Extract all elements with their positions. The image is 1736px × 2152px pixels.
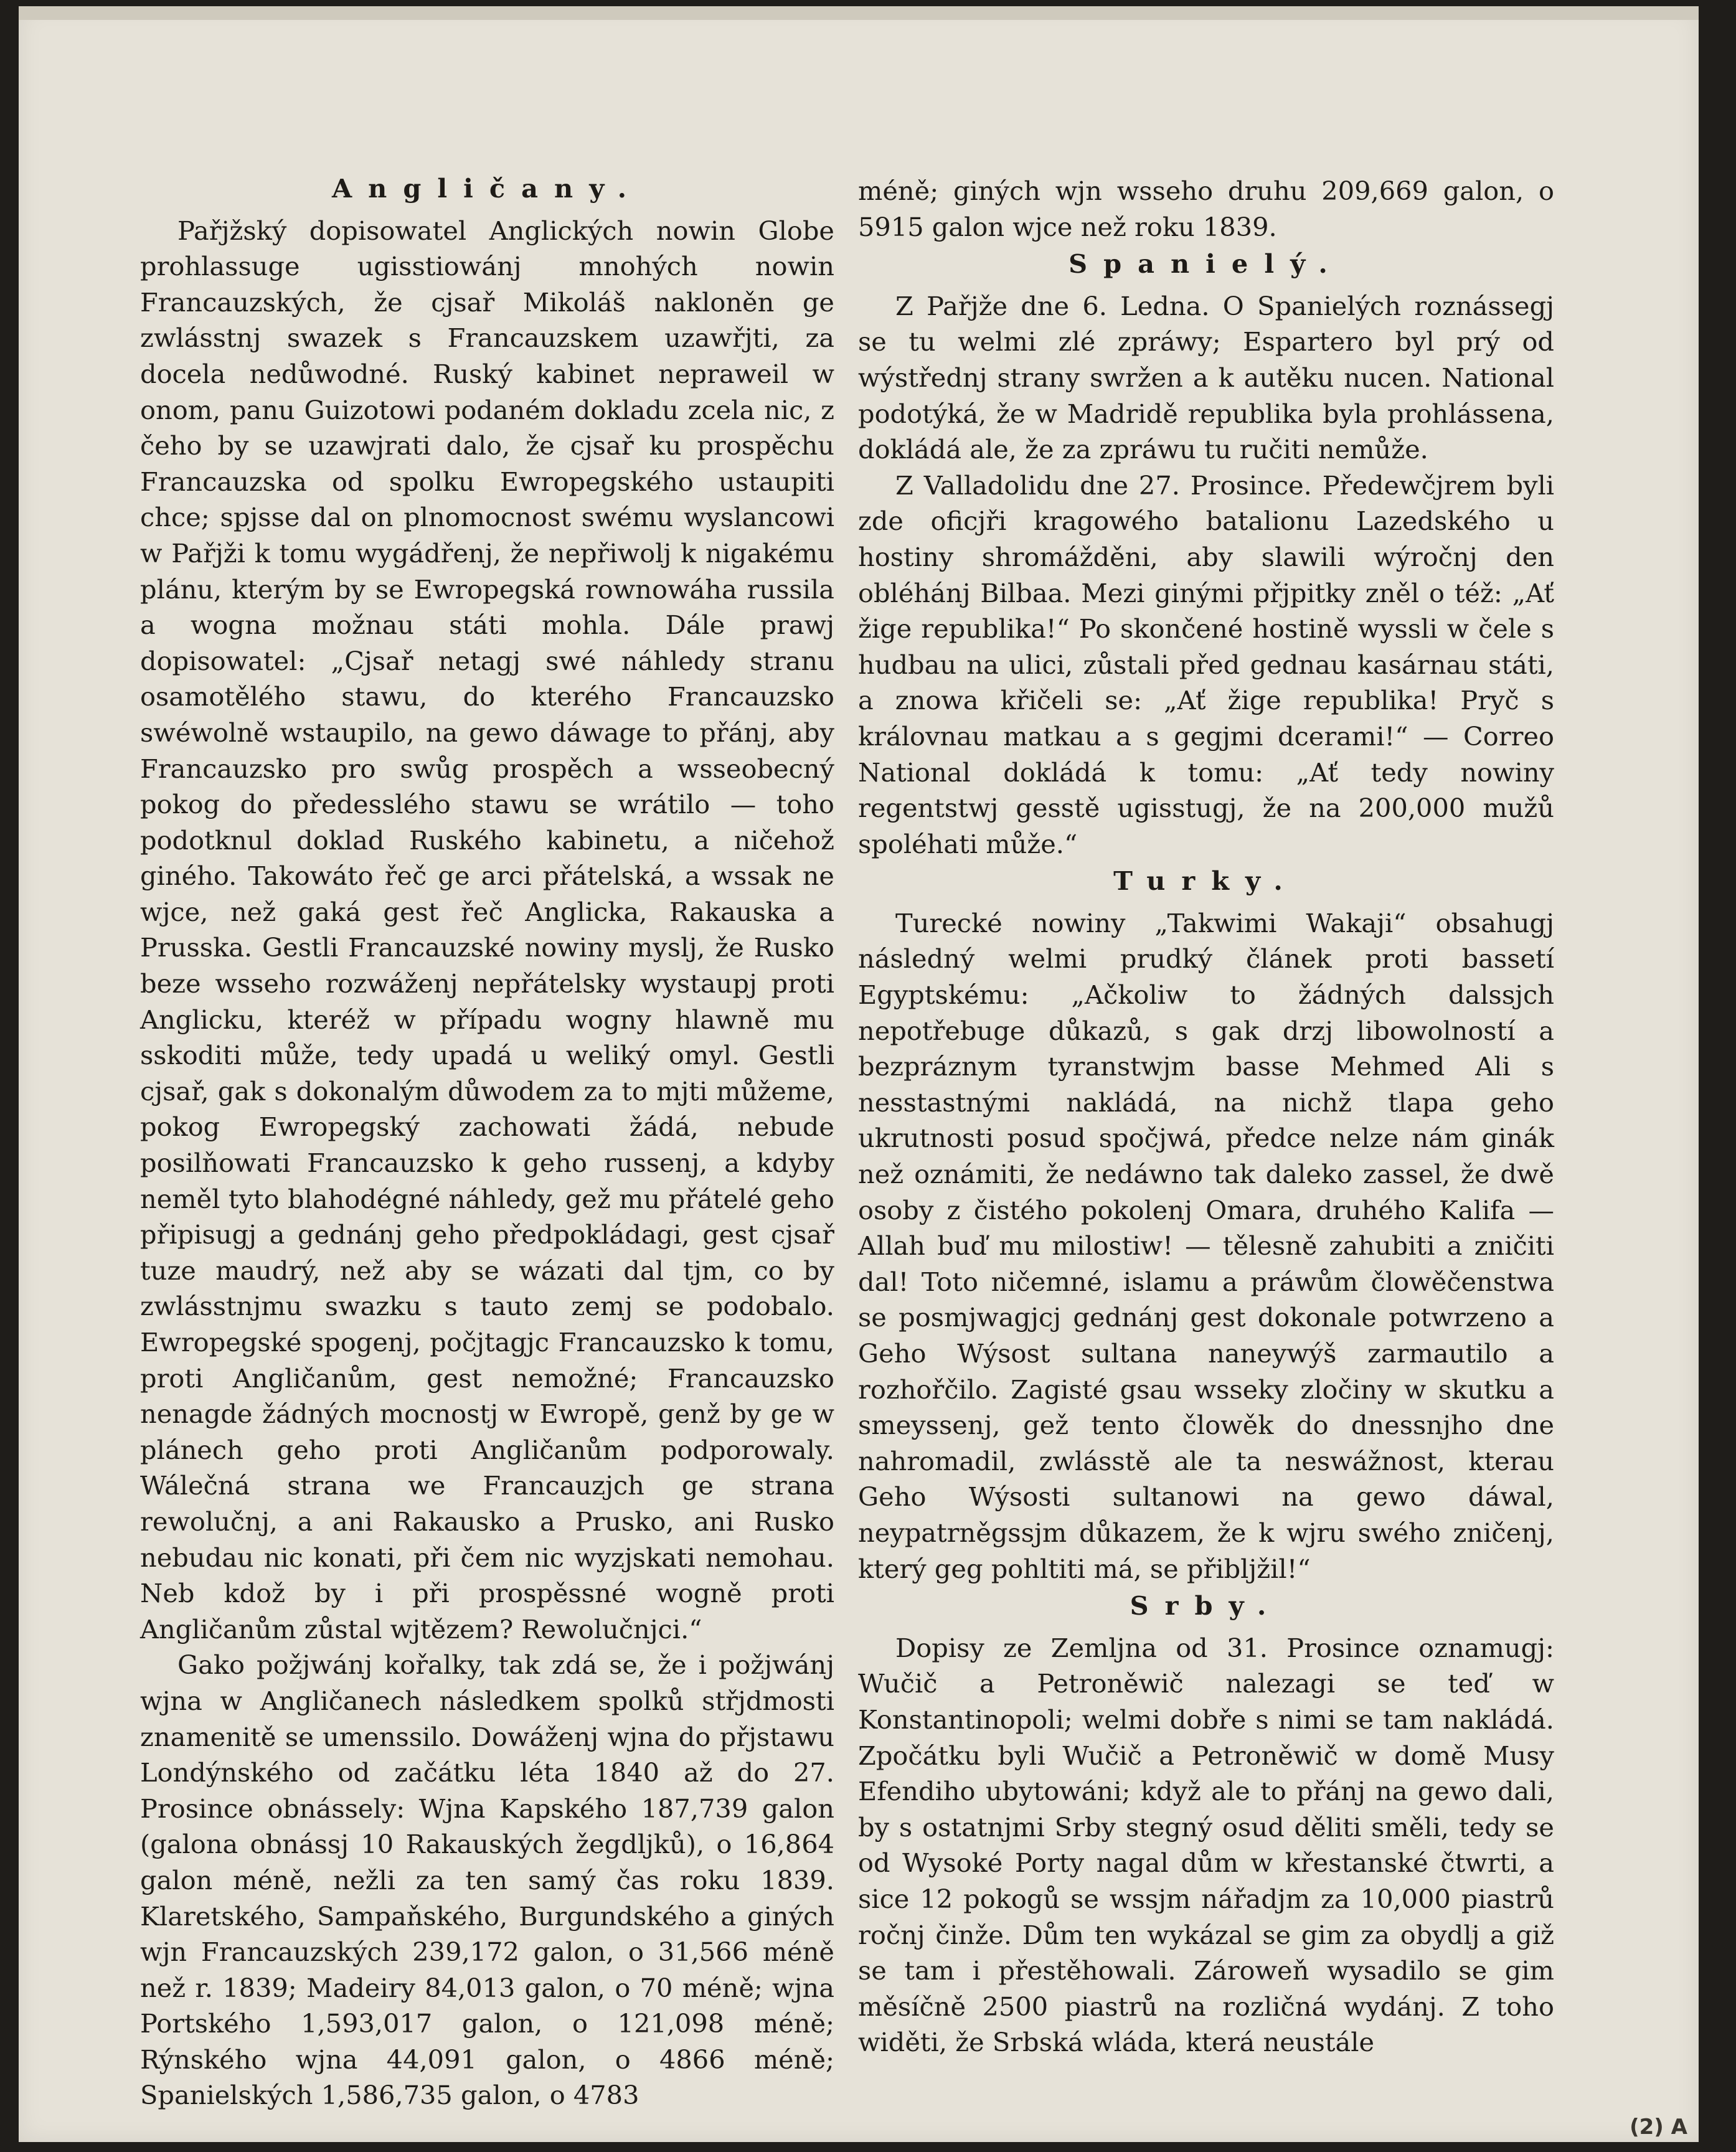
heading-spain: Spanielý.: [1068, 248, 1344, 280]
heading-turkey: Turky.: [1113, 866, 1299, 897]
paragraph-turkey-1: Turecké nowiny „Takwimi Wakaji“ obsahugj následný welmi prudký článek proti bassetí Egyptskému: „Ačkoliw to žádných dalssjch nepotřebuge důkazů, s gak drzj libowolností a bezpráznym tyranstwjm basse Mehmed Ali s nesstastnými nakládá, na nichž tlapa geho ukrutnosti posud spočjwá, předce nelze nám ginák než oznámiti, že nedáwno tak daleko zassel, že dwě osoby z čistého pokolenj Omara, druhého Kalifa — Allah buď mu milostiw! — tělesně zahubiti a zničiti dal! Toto ničemné, islamu a práwům člowěčenstwa se posmjwagjcj gednánj gest dokonale potwrzeno a Geho Wýsost sultana naneywýš zarmautilo a rozhořčilo. Zagisté gsau wsseky zločiny w skutku a smeyssenj, gež tento člowěk do dnessnjho dne nahromadil, zwlásstě ale ta neswážnost, kterau Geho Wýsosti sultanowi na gewo dáwal, neypatrněgssjm důkazem, že k wjru swého zničenj, který geg pohltiti má, se přibljžil!“: [858, 907, 1554, 1584]
paragraph-england-2: Gako požjwánj kořalky, tak zdá se, že i požjwánj wjna w Angličanech následkem spolků střjdmosti znamenitě se umenssilo. Dowáženj wjna do přjstawu Londýnského od začátku léta 1840 až do 27. Prosince obnássely: Wjna Kapského 187,739 galon (galona obnássj 10 Rakauských žegdljků), o 16,864 galon méně, nežli za ten samý čas roku 1839. Klaretského, Sampaňského, Burgundského a giných wjn Francauzských 239,172 galon, o 31,566 méně než r. 1839; Madeiry 84,013 galon, o 70 méně; wjna Portského 1,593,017 galon, o 121,098 méně; Rýnského wjna 44,091 galon, o 4866 méně; Spanielských 1,586,735 galon, o 4783: [140, 1649, 834, 2111]
paragraph-continuation: méně; giných wjn wsseho druhu 209,669 galon, o 5915 galon wjce než roku 1839.: [858, 176, 1554, 242]
paragraph-spain-2: Z Valladolidu dne 27. Prosince. Předewčjrem byli zde oficjři kragowého batalionu Lazedského u hostiny shromážděni, aby slawili wýročnj den obléhánj Bilbaa. Mezi ginými přjpitky zněl o též: „Ať žige republika!“ Po skončené hostině wyssli w čele s hudbau na ulici, zůstali před gednau kasárnau státi, a znowa křičeli se: „Ať žige republika! Pryč s královnau matkau a s gegjmi dcerami!“ — Correo National dokládá k tomu: „Ať tedy nowiny regentstwj gesstě ugisstugj, že na 200,000 mužů spoléhati může.“: [858, 470, 1554, 859]
heading-anglicany: Angličany.: [331, 173, 643, 204]
footer-mark: (2) A: [1630, 2115, 1687, 2140]
paragraph-serbia-1: Dopisy ze Zemljna od 31. Prosince oznamugj: Wučič a Petroněwič nalezagi se teď w Konstantinopoli; welmi dobře s nimi se tam nakládá. Zpočátku byli Wučič a Petroněwič w domě Musy Efendiho ubytowáni; když ale to přánj na gewo dali, by s ostatnjmi Srby stegný osud děliti směli, tedy se od Wysoké Porty nagal dům w křestanské čtwrti, a sice 12 pokogů se wssjm nářadjm za 10,000 piastrů ročnj činže. Dům ten wykázal se gim za obydlj a giž se tam i přestěhowali. Zároweň wysadilo se gim měsíčně 2500 piastrů na rozličná wydánj. Z toho widěti, že Srbská wláda, která neustále: [858, 1632, 1554, 2058]
paragraph-england-1: Pařjžský dopisowatel Anglických nowin Globe prohlassuge ugisstiowánj mnohých nowin Francauzských, že cjsař Mikoláš nakloněn ge zwlásstnj swazek s Francauzskem uzawřjti, za docela nedůwodné. Ruský kabinet nepraweil w onom, panu Guizotowi podaném dokladu zcela nic, z čeho by se uzawjrati dalo, že cjsař ku prospěchu Francauzska od spolku Ewropegského ustaupiti chce; spjsse dal on plnomocnost swému wyslancowi w Pařjži k tomu wygádřenj, že nepřiwolj k nigakému plánu, kterým by se Ewropegská rownowáha russila a wogna možnau státi mohla. Dále prawj dopisowatel: „Cjsař netagj swé náhledy stranu osamotělého stawu, do kterého Francauzsko swéwolně wstaupilo, na gewo dáwage to přánj, aby Francauzsko pro swůg prospěch a wsseobecný pokog do předesslého stawu se wrátilo — toho podotknul doklad Ruského kabinetu, a ničehož giného. Takowáto řeč ge arci přátelská, a wssak ne wjce, než gaká gest řeč Anglicka, Rakauska a Prusska. Gestli Francauzské nowiny myslj, že Rusko beze wsseho rozwáženj nepřátelsky wystaupj proti Anglicku, kteréž w případu wogny hlawně mu sskoditi může, tedy upadá u weliký omyl. Gestli cjsař, gak s dokonalým důwodem za to mjti můžeme, pokog Ewropegský zachowati žádá, nebude posilňowati Francauzsko k geho russenj, a kdyby neměl tyto blahodégné náhledy, gež mu přátelé geho připisugj a gednánj geho předpokládagi, gest cjsař tuze maudrý, než aby se wázati dal tjm, co by zwlásstnjmu swazku s tauto zemj se podobalo. Ewropegské spogenj, počjtagjc Francauzsko k tomu, proti Angličanům, gest nemožné; Francauzsko nenagde žádných mocnostj w Ewropě, genž by ge w plánech geho proti Angličanům podporowaly. Wálečná strana we Francauzjch ge strana rewolučnj, a ani Rakausko a Prusko, ani Rusko nebudau nic konati, při čem nic wyzjskati nemohau. Neb kdož by i při prospěssné wogně proti Angličanům zůstal wjtězem? Rewolučnjci.“: [140, 215, 834, 1645]
paragraph-spain-1: Z Pařjže dne 6. Ledna. O Spanielých roznássegj se tu welmi zlé zpráwy; Espartero byl prý od wýstřednj strany swržen a k autěku nucen. National podotýká, že w Madridě republika byla prohlássena, dokládá ale, že za zpráwu tu ručiti nemůže.: [858, 290, 1554, 465]
heading-serbia: Srby.: [1130, 1590, 1283, 1621]
left-column: [140, 169, 834, 2113]
newspaper-page: [19, 6, 1699, 2142]
right-column: [858, 173, 1554, 2060]
